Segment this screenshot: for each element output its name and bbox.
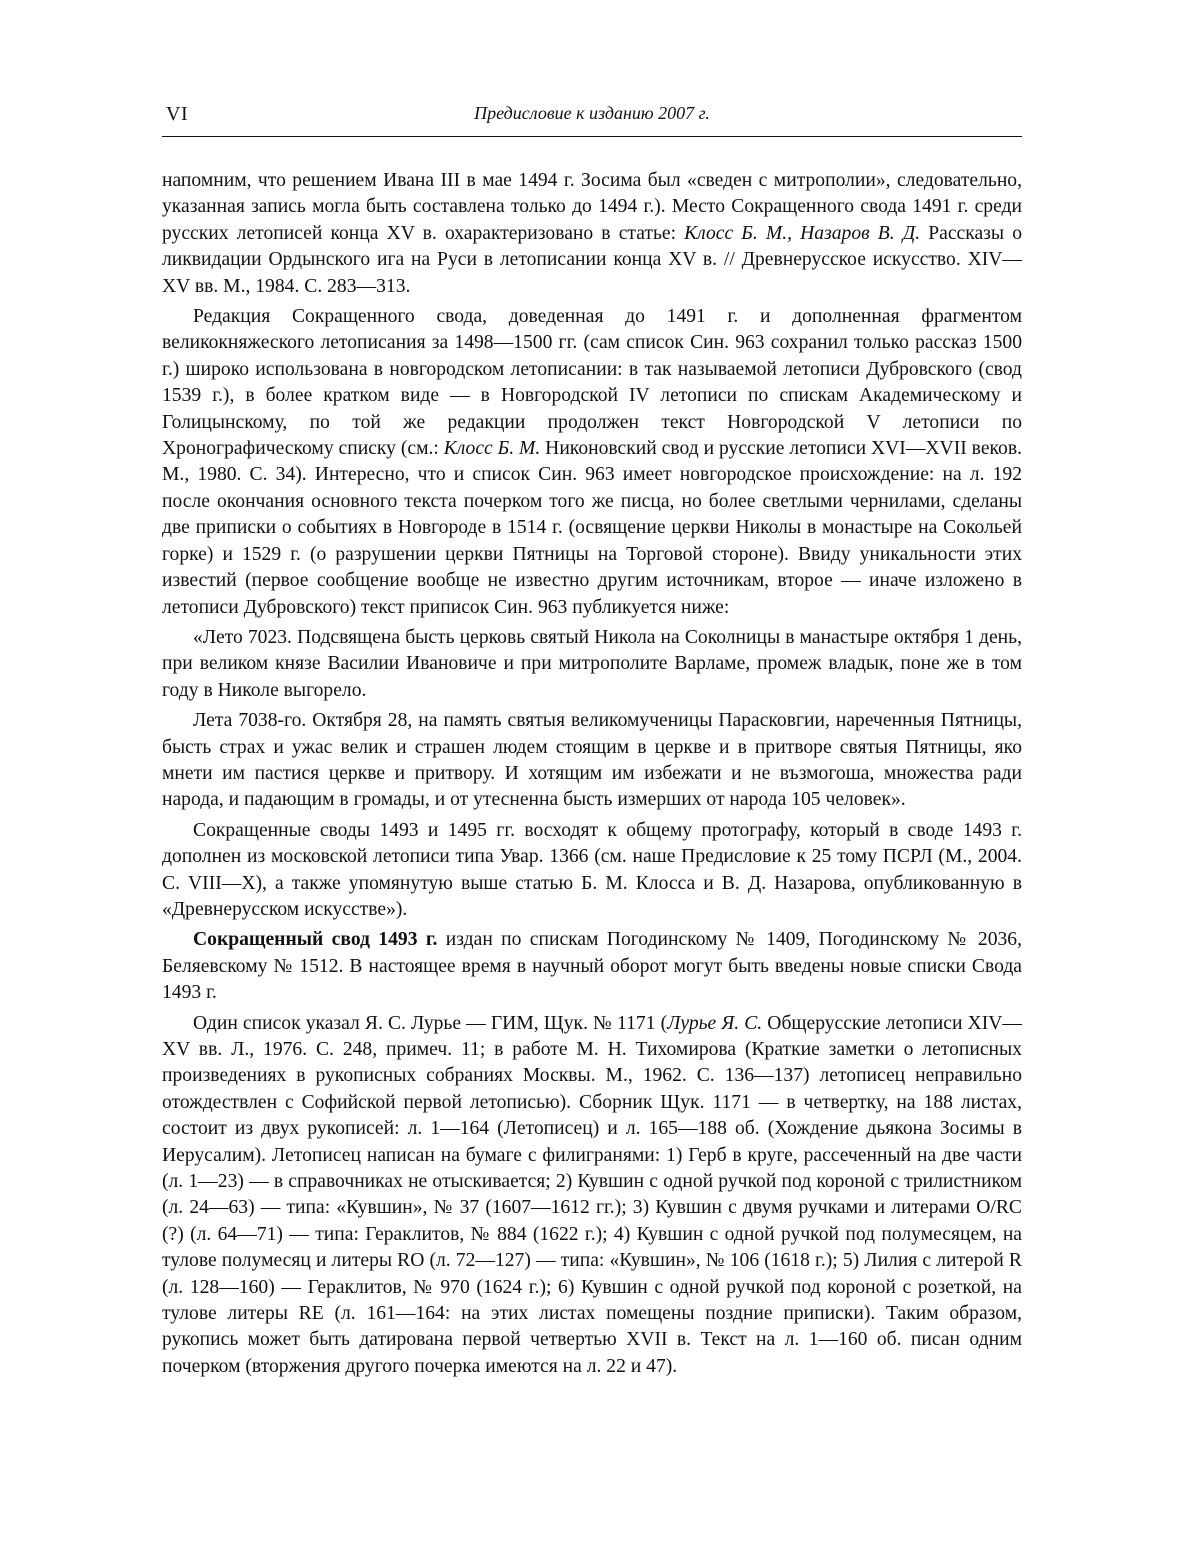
body-text [162,168,1022,1384]
paragraph [162,927,1022,1006]
running-title: Предисловие к изданию 2007 г. [474,103,710,123]
text-run: Редакция Сокращенного свода, доведенная до 1491 г. и дополненная фрагментом великокняжеского летописания за 1498—1500 гг. (сам список Син. 963 сохранил только рассказ 1500 г.) широко использована в новгородском летописании: в так называемой летописи Дубровского (свод 1539 г.), в более кратком виде — в Новгородской IV летописи по спискам Академическому и Голицынскому, по той же редакции продолжен текст Новгородской V летописи по Хронографическому списку (см.: [162,306,1022,460]
paragraph: Сокращенные своды 1493 и 1495 гг. восходят к общему протографу, который в своде 1493 г. дополнен из московской летописи типа Увар. 1366 (см. наше Предисловие к 25 тому ПСРЛ (М., 2004. С. VIII—X), а также упомянутую выше статью Б. М. Клосса и В. Д. Назарова, опубликованную в «Древнерусском искусстве»). [162,819,1022,920]
text-run: Рассказы о ликвидации Ордынского ига на Руси в летописании конца XV в. // Древнерусское искусство. XIV—XV вв. М., 1984. С. 283—313. [162,222,1022,297]
section-lead: Сокращенный свод 1493 г. [193,929,438,951]
page-number: VI [166,103,189,125]
paragraph [162,304,1022,621]
paragraph [162,168,1022,300]
header-rule [162,136,1022,137]
author-citation: Клосс Б. М., Назаров В. Д. [684,222,921,244]
author-citation: Клосс Б. М. [443,438,541,460]
text-run: Один список указал Я. С. Лурье — ГИМ, Щук. № 1171 ( [193,1012,668,1034]
paragraph [162,1011,1022,1381]
quote-paragraph: «Лето 7023. Подсвящена бысть церковь святый Никола на Соколницы в манастыре октября 1 день, при великом князе Василии Ивановиче и при митрополите Варламе, промеж владык, поне же в том году в Николе выгорело. [162,626,1022,701]
text-run: Никоновский свод и русские летописи XVI—XVII веков. М., 1980. С. 34). Интересно, что и список Син. 963 имеет новгородское происхождение: на л. 192 после окончания основного текста почерком того же писца, но более светлыми чернилами, сделаны две приписки о событиях в Новгороде в 1514 г. (освящение церкви Николы в монастыре на Сокольей горке) и 1529 г. (о разрушении церкви Пятницы на Торговой стороне). Ввиду уникальности этих известий (первое сообщение вообще не известно другим источникам, второе — иначе изложено в летописи Дубровского) текст приписок Син. 963 публикуется ниже: [162,438,1022,618]
text-run: издан по спискам Погодинскому № 1409, Погодинскому № 2036, Беляевскому № 1512. В настоящее время в научный оборот могут быть введены новые списки Свода 1493 г. [162,929,1023,1004]
text-run: Общерусские летописи XIV—XV вв. Л., 1976. С. 248, примеч. 11; в работе М. Н. Тихомирова (Краткие заметки о летописных произведениях в рукописных собраниях Москвы. М., 1962. С. 136—137) летописец неправильно отождествлен с Софийской первой летописью). Сборник Щук. 1171 — в четвертку, на 188 листах, состоит из двух рукописей: л. 1—164 (Летописец) и л. 165—188 об. (Хождение дьякона Зосимы в Иерусалим). Летописец написан на бумаге с филигранями: 1) Герб в круге, рассеченный на две части (л. 1—23) — в справочниках не отыскивается; 2) Кувшин с одной ручкой под короной с трилистником (л. 24—63) — типа: «Кувшин», № 37 (1607—1612 гг.); 3) Кувшин с двумя ручками и литерами O/RC (?) (л. 64—71) — типа: Гераклитов, № 884 (1622 г.); 4) Кувшин с одной ручкой под полумесяцем, на тулове полумесяц и литеры RO (л. 72—127) — типа: «Кувшин», № 106 (1618 г.); 5) Лилия с литерой R (л. 128—160) — Гераклитов, № 970 (1624 г.); 6) Кувшин с одной ручкой под короной с розеткой, на тулове литеры RE (л. 161—164: на этих листах помещены поздние приписки). Таким образом, рукопись может быть датирована первой четвертью XVII в. Текст на л. 1—160 об. писан одним почерком (вторжения другого почерка имеются на л. 22 и 47). [162,1012,1022,1377]
page-header [162,103,1022,131]
quote-paragraph: Лета 7038-го. Октября 28, на память святыя великомученицы Парасковгии, нареченныя Пятницы, бысть страх и ужас велик и страшен людем стоящим в церкве и в притворе святыя Пятницы, яко мнети им пастися церкве и притвору. И хотящим им избежати и не възмогоша, множества ради народа, и падающим в громады, и от утесненна бысть измерших от народа 105 человек». [162,710,1022,811]
text-run: напомним, что решением Ивана III в мае 1494 г. Зосима был «сведен с митрополии», следовательно, указанная запись могла быть составлена только до 1494 г.). Место Сокращенного свода 1491 г. среди русских летописей конца XV в. охарактеризовано в статье: [162,170,1022,244]
author-citation: Лурье Я. С. [667,1012,763,1034]
